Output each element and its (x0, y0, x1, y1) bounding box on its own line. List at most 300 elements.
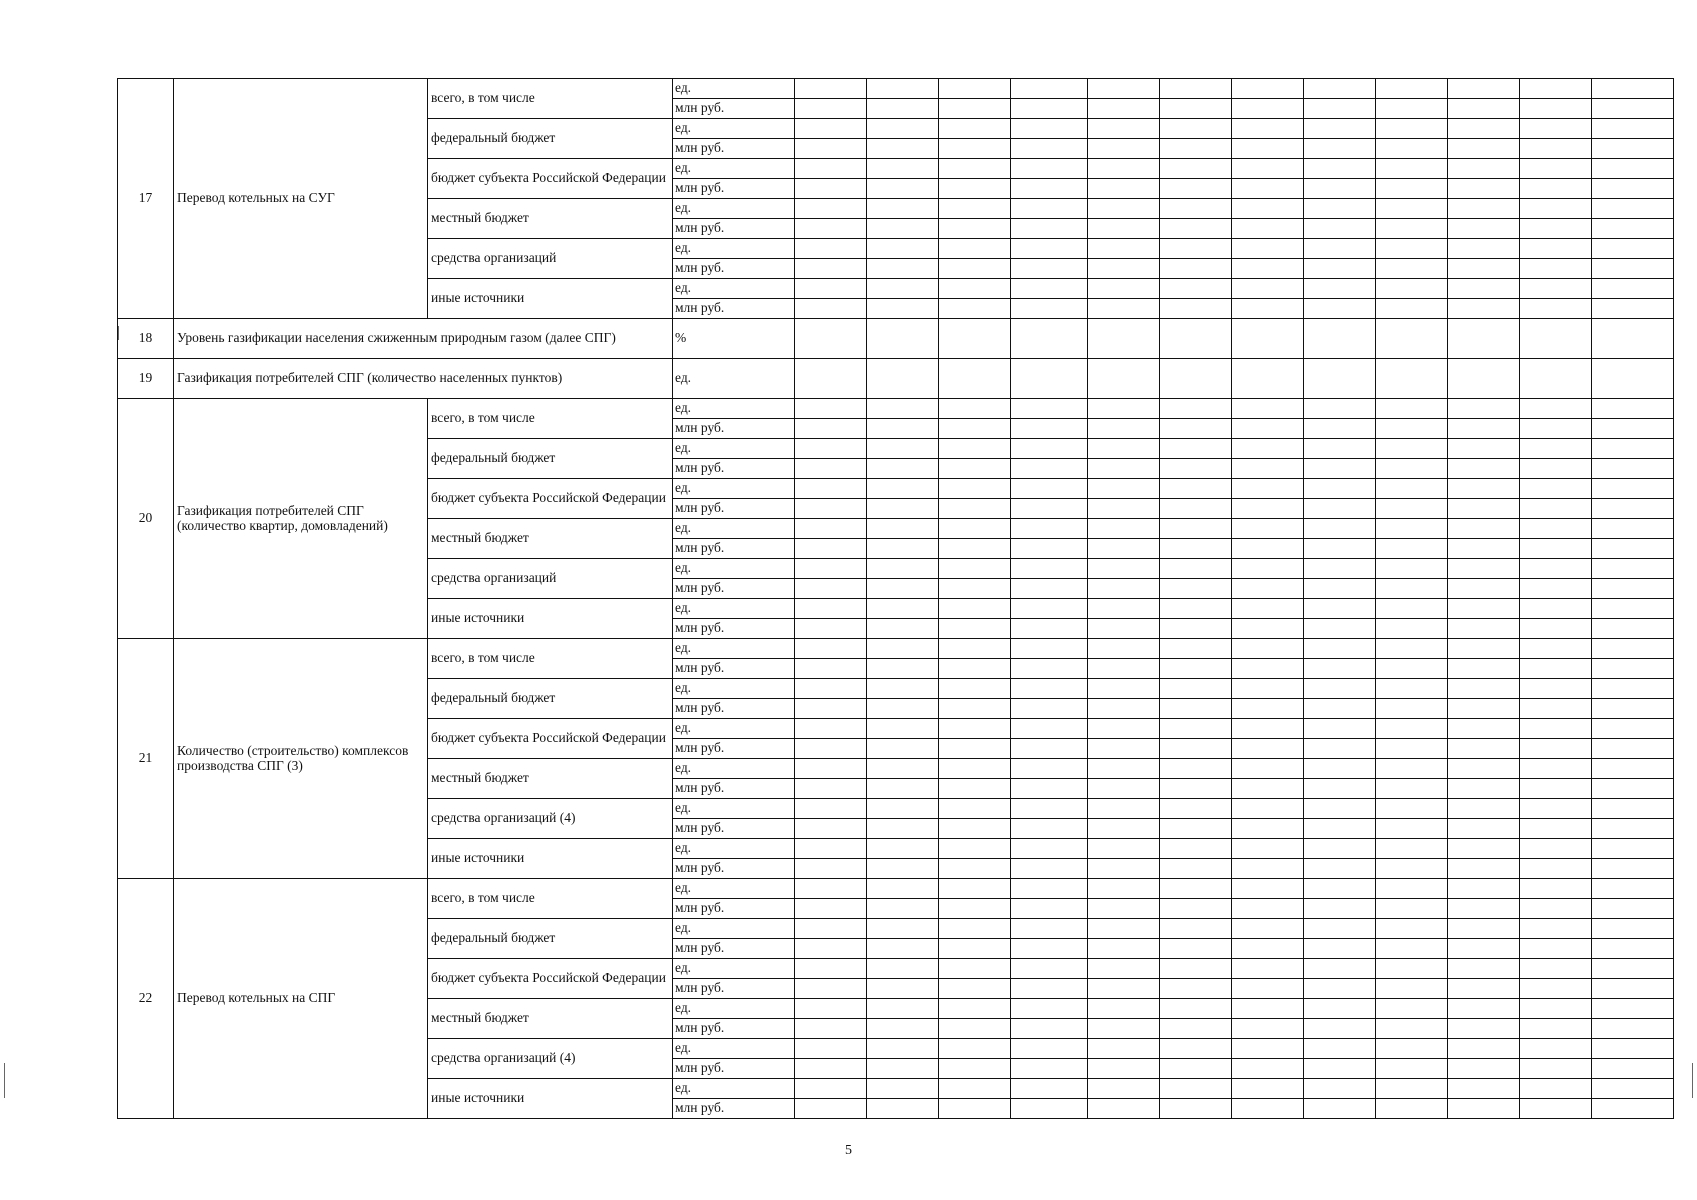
value-cell (867, 159, 939, 179)
value-cell (1304, 159, 1376, 179)
value-cell (1160, 979, 1232, 999)
value-cell (1011, 159, 1088, 179)
funding-source: средства организаций (4) (428, 1039, 673, 1079)
value-cell (1160, 299, 1232, 319)
value-cell (1520, 1079, 1592, 1099)
value-cell (1376, 1079, 1448, 1099)
value-cell (1376, 759, 1448, 779)
value-cell (795, 99, 867, 119)
value-cell (867, 199, 939, 219)
value-cell (939, 599, 1011, 619)
value-cell (939, 759, 1011, 779)
value-cell (1088, 139, 1160, 159)
value-cell (1448, 619, 1520, 639)
value-cell (1520, 239, 1592, 259)
value-cell (1520, 279, 1592, 299)
value-cell (1232, 279, 1304, 299)
value-cell (1304, 979, 1376, 999)
value-cell (1448, 859, 1520, 879)
value-cell (1520, 959, 1592, 979)
value-cell (1160, 139, 1232, 159)
value-cell (1520, 839, 1592, 859)
value-cell (1592, 459, 1674, 479)
value-cell (1011, 699, 1088, 719)
value-cell (795, 759, 867, 779)
value-cell (1011, 479, 1088, 499)
unit-cell: ед. (673, 719, 795, 739)
value-cell (1304, 1099, 1376, 1119)
page-number: 5 (845, 1143, 852, 1158)
value-cell (867, 779, 939, 799)
unit-cell: млн руб. (673, 739, 795, 759)
value-cell (1160, 99, 1232, 119)
value-cell (1232, 79, 1304, 99)
value-cell (1232, 239, 1304, 259)
value-cell (1520, 659, 1592, 679)
value-cell (1376, 1059, 1448, 1079)
unit-cell: ед. (673, 999, 795, 1019)
funding-source: бюджет субъекта Российской Федерации (428, 479, 673, 519)
value-cell (1376, 639, 1448, 659)
value-cell (939, 939, 1011, 959)
value-cell (1088, 399, 1160, 419)
value-cell (939, 719, 1011, 739)
value-cell (1088, 239, 1160, 259)
value-cell (939, 859, 1011, 879)
value-cell (1088, 1079, 1160, 1099)
unit-cell: млн руб. (673, 779, 795, 799)
value-cell (795, 999, 867, 1019)
value-cell (1520, 619, 1592, 639)
value-cell (939, 979, 1011, 999)
value-cell (1011, 599, 1088, 619)
value-cell (1376, 699, 1448, 719)
row-number: 19 (118, 359, 174, 399)
value-cell (1160, 699, 1232, 719)
value-cell (1232, 859, 1304, 879)
value-cell (1088, 99, 1160, 119)
value-cell (1592, 99, 1674, 119)
unit-cell: млн руб. (673, 819, 795, 839)
value-cell (939, 799, 1011, 819)
value-cell (795, 159, 867, 179)
value-cell (1520, 919, 1592, 939)
value-cell (1520, 1059, 1592, 1079)
value-cell (1592, 599, 1674, 619)
value-cell (1160, 399, 1232, 419)
value-cell (1448, 179, 1520, 199)
value-cell (1304, 419, 1376, 439)
value-cell (1520, 399, 1592, 419)
value-cell (1304, 559, 1376, 579)
value-cell (1592, 119, 1674, 139)
value-cell (1232, 539, 1304, 559)
value-cell (1376, 439, 1448, 459)
unit-cell: млн руб. (673, 99, 795, 119)
value-cell (867, 819, 939, 839)
value-cell (939, 279, 1011, 299)
value-cell (867, 99, 939, 119)
value-cell (867, 279, 939, 299)
value-cell (1376, 719, 1448, 739)
value-cell (867, 899, 939, 919)
value-cell (1160, 879, 1232, 899)
value-cell (1088, 279, 1160, 299)
value-cell (1376, 819, 1448, 839)
value-cell (1011, 819, 1088, 839)
value-cell (1304, 1019, 1376, 1039)
unit-cell: млн руб. (673, 259, 795, 279)
value-cell (1520, 159, 1592, 179)
value-cell (1304, 619, 1376, 639)
value-cell (795, 199, 867, 219)
value-cell (1160, 579, 1232, 599)
value-cell (1592, 579, 1674, 599)
value-cell (1011, 279, 1088, 299)
value-cell (795, 559, 867, 579)
value-cell (1448, 439, 1520, 459)
value-cell (1448, 799, 1520, 819)
unit-cell: ед. (673, 759, 795, 779)
value-cell (795, 899, 867, 919)
value-cell (1448, 459, 1520, 479)
value-cell (939, 659, 1011, 679)
value-cell (1448, 479, 1520, 499)
unit-cell: ед. (673, 599, 795, 619)
value-cell (1304, 299, 1376, 319)
value-cell (1448, 679, 1520, 699)
value-cell (1160, 419, 1232, 439)
value-cell (1592, 679, 1674, 699)
value-cell (795, 739, 867, 759)
unit-cell: млн руб. (673, 1099, 795, 1119)
value-cell (1448, 99, 1520, 119)
value-cell (1232, 319, 1304, 359)
value-cell (1376, 239, 1448, 259)
indicators-table (117, 78, 1674, 1119)
value-cell (1520, 699, 1592, 719)
value-cell (1448, 739, 1520, 759)
value-cell (1520, 859, 1592, 879)
value-cell (1011, 299, 1088, 319)
value-cell (1160, 519, 1232, 539)
unit-cell: млн руб. (673, 299, 795, 319)
value-cell (867, 559, 939, 579)
value-cell (1232, 1059, 1304, 1079)
value-cell (1011, 619, 1088, 639)
value-cell (1376, 519, 1448, 539)
value-cell (1160, 799, 1232, 819)
value-cell (1088, 639, 1160, 659)
funding-source: всего, в том числе (428, 879, 673, 919)
value-cell (1304, 659, 1376, 679)
value-cell (1448, 999, 1520, 1019)
value-cell (1304, 739, 1376, 759)
value-cell (1088, 419, 1160, 439)
value-cell (1088, 819, 1160, 839)
unit-cell: ед. (673, 79, 795, 99)
value-cell (939, 559, 1011, 579)
value-cell (1011, 79, 1088, 99)
value-cell (939, 919, 1011, 939)
value-cell (1160, 899, 1232, 919)
value-cell (867, 299, 939, 319)
value-cell (939, 199, 1011, 219)
value-cell (1011, 919, 1088, 939)
value-cell (1448, 359, 1520, 399)
row-title: Перевод котельных на СУГ (174, 79, 428, 319)
value-cell (1520, 219, 1592, 239)
value-cell (939, 879, 1011, 899)
value-cell (1376, 219, 1448, 239)
value-cell (1376, 659, 1448, 679)
value-cell (1088, 579, 1160, 599)
value-cell (1448, 299, 1520, 319)
value-cell (1376, 879, 1448, 899)
value-cell (1088, 799, 1160, 819)
unit-cell: млн руб. (673, 899, 795, 919)
unit-cell: млн руб. (673, 939, 795, 959)
funding-source: местный бюджет (428, 999, 673, 1039)
value-cell (1011, 739, 1088, 759)
table-row (118, 879, 1674, 899)
unit-cell: млн руб. (673, 979, 795, 999)
value-cell (867, 759, 939, 779)
value-cell (1088, 499, 1160, 519)
scan-edge-mark (4, 1063, 5, 1098)
value-cell (1304, 799, 1376, 819)
value-cell (1448, 1059, 1520, 1079)
funding-source: средства организаций (428, 239, 673, 279)
value-cell (939, 479, 1011, 499)
value-cell (1520, 499, 1592, 519)
value-cell (1088, 719, 1160, 739)
value-cell (1160, 939, 1232, 959)
value-cell (1376, 779, 1448, 799)
value-cell (1376, 619, 1448, 639)
value-cell (1304, 499, 1376, 519)
value-cell (1011, 219, 1088, 239)
value-cell (1376, 399, 1448, 419)
value-cell (1011, 139, 1088, 159)
value-cell (1376, 919, 1448, 939)
value-cell (1232, 939, 1304, 959)
value-cell (1592, 479, 1674, 499)
value-cell (1592, 899, 1674, 919)
value-cell (1232, 159, 1304, 179)
value-cell (1376, 839, 1448, 859)
value-cell (867, 999, 939, 1019)
funding-source: всего, в том числе (428, 79, 673, 119)
value-cell (1160, 1059, 1232, 1079)
value-cell (1304, 919, 1376, 939)
value-cell (1011, 999, 1088, 1019)
value-cell (1088, 559, 1160, 579)
value-cell (795, 1039, 867, 1059)
value-cell (1448, 219, 1520, 239)
value-cell (795, 479, 867, 499)
value-cell (1011, 359, 1088, 399)
value-cell (867, 879, 939, 899)
value-cell (1376, 199, 1448, 219)
value-cell (1232, 99, 1304, 119)
value-cell (1520, 559, 1592, 579)
value-cell (1592, 699, 1674, 719)
value-cell (1160, 999, 1232, 1019)
funding-source: бюджет субъекта Российской Федерации (428, 959, 673, 999)
value-cell (939, 579, 1011, 599)
value-cell (1592, 219, 1674, 239)
unit-cell: ед. (673, 199, 795, 219)
value-cell (795, 979, 867, 999)
value-cell (1448, 979, 1520, 999)
funding-source: федеральный бюджет (428, 119, 673, 159)
value-cell (1232, 759, 1304, 779)
value-cell (1592, 519, 1674, 539)
value-cell (1011, 1059, 1088, 1079)
value-cell (1448, 779, 1520, 799)
unit-cell: млн руб. (673, 179, 795, 199)
value-cell (1592, 199, 1674, 219)
value-cell (1448, 919, 1520, 939)
unit-cell: ед. (673, 279, 795, 299)
value-cell (1011, 939, 1088, 959)
value-cell (867, 139, 939, 159)
value-cell (1088, 159, 1160, 179)
value-cell (1376, 299, 1448, 319)
value-cell (1232, 899, 1304, 919)
value-cell (1088, 519, 1160, 539)
value-cell (1232, 1019, 1304, 1039)
value-cell (1304, 459, 1376, 479)
value-cell (939, 239, 1011, 259)
value-cell (1160, 959, 1232, 979)
value-cell (1520, 639, 1592, 659)
value-cell (1088, 759, 1160, 779)
value-cell (867, 1059, 939, 1079)
scan-edge-mark (118, 326, 119, 340)
value-cell (1304, 99, 1376, 119)
value-cell (1011, 99, 1088, 119)
value-cell (795, 139, 867, 159)
value-cell (795, 819, 867, 839)
value-cell (1448, 279, 1520, 299)
value-cell (1160, 659, 1232, 679)
value-cell (1592, 639, 1674, 659)
value-cell (1160, 239, 1232, 259)
value-cell (1160, 619, 1232, 639)
value-cell (1448, 239, 1520, 259)
value-cell (1448, 1099, 1520, 1119)
value-cell (1232, 459, 1304, 479)
value-cell (795, 239, 867, 259)
value-cell (1376, 479, 1448, 499)
value-cell (939, 159, 1011, 179)
value-cell (867, 659, 939, 679)
value-cell (1304, 759, 1376, 779)
value-cell (795, 279, 867, 299)
value-cell (1520, 979, 1592, 999)
value-cell (1592, 559, 1674, 579)
unit-cell: млн руб. (673, 219, 795, 239)
value-cell (1520, 1099, 1592, 1119)
value-cell (1448, 139, 1520, 159)
value-cell (795, 1019, 867, 1039)
row-title: Уровень газификации населения сжиженным природным газом (далее СПГ) (174, 319, 673, 359)
unit-cell: млн руб. (673, 699, 795, 719)
value-cell (939, 999, 1011, 1019)
funding-source: местный бюджет (428, 519, 673, 559)
value-cell (795, 459, 867, 479)
value-cell (867, 539, 939, 559)
value-cell (1592, 139, 1674, 159)
value-cell (1376, 319, 1448, 359)
value-cell (1088, 979, 1160, 999)
value-cell (1304, 639, 1376, 659)
unit-cell: ед. (673, 559, 795, 579)
value-cell (939, 619, 1011, 639)
value-cell (1160, 359, 1232, 399)
value-cell (867, 419, 939, 439)
value-cell (795, 259, 867, 279)
value-cell (867, 919, 939, 939)
value-cell (939, 779, 1011, 799)
value-cell (939, 1099, 1011, 1119)
value-cell (867, 439, 939, 459)
value-cell (939, 679, 1011, 699)
value-cell (867, 319, 939, 359)
value-cell (1376, 899, 1448, 919)
funding-source: федеральный бюджет (428, 919, 673, 959)
value-cell (1376, 599, 1448, 619)
value-cell (867, 979, 939, 999)
value-cell (1160, 639, 1232, 659)
value-cell (1592, 319, 1674, 359)
value-cell (1448, 879, 1520, 899)
value-cell (795, 1099, 867, 1119)
value-cell (939, 179, 1011, 199)
value-cell (1160, 1099, 1232, 1119)
value-cell (1520, 879, 1592, 899)
value-cell (1088, 1039, 1160, 1059)
value-cell (1232, 259, 1304, 279)
value-cell (1232, 1099, 1304, 1119)
value-cell (1520, 899, 1592, 919)
value-cell (939, 819, 1011, 839)
value-cell (867, 839, 939, 859)
value-cell (1232, 299, 1304, 319)
value-cell (1376, 159, 1448, 179)
value-cell (1088, 259, 1160, 279)
value-cell (1448, 1039, 1520, 1059)
value-cell (1448, 259, 1520, 279)
value-cell (867, 479, 939, 499)
value-cell (867, 679, 939, 699)
value-cell (867, 399, 939, 419)
value-cell (1160, 319, 1232, 359)
scan-edge-mark (1692, 1063, 1693, 1098)
value-cell (1592, 279, 1674, 299)
value-cell (1376, 139, 1448, 159)
value-cell (1448, 539, 1520, 559)
value-cell (795, 119, 867, 139)
value-cell (1448, 419, 1520, 439)
value-cell (1592, 939, 1674, 959)
value-cell (1304, 239, 1376, 259)
unit-cell: ед. (673, 479, 795, 499)
value-cell (1520, 719, 1592, 739)
unit-cell: ед. (673, 919, 795, 939)
